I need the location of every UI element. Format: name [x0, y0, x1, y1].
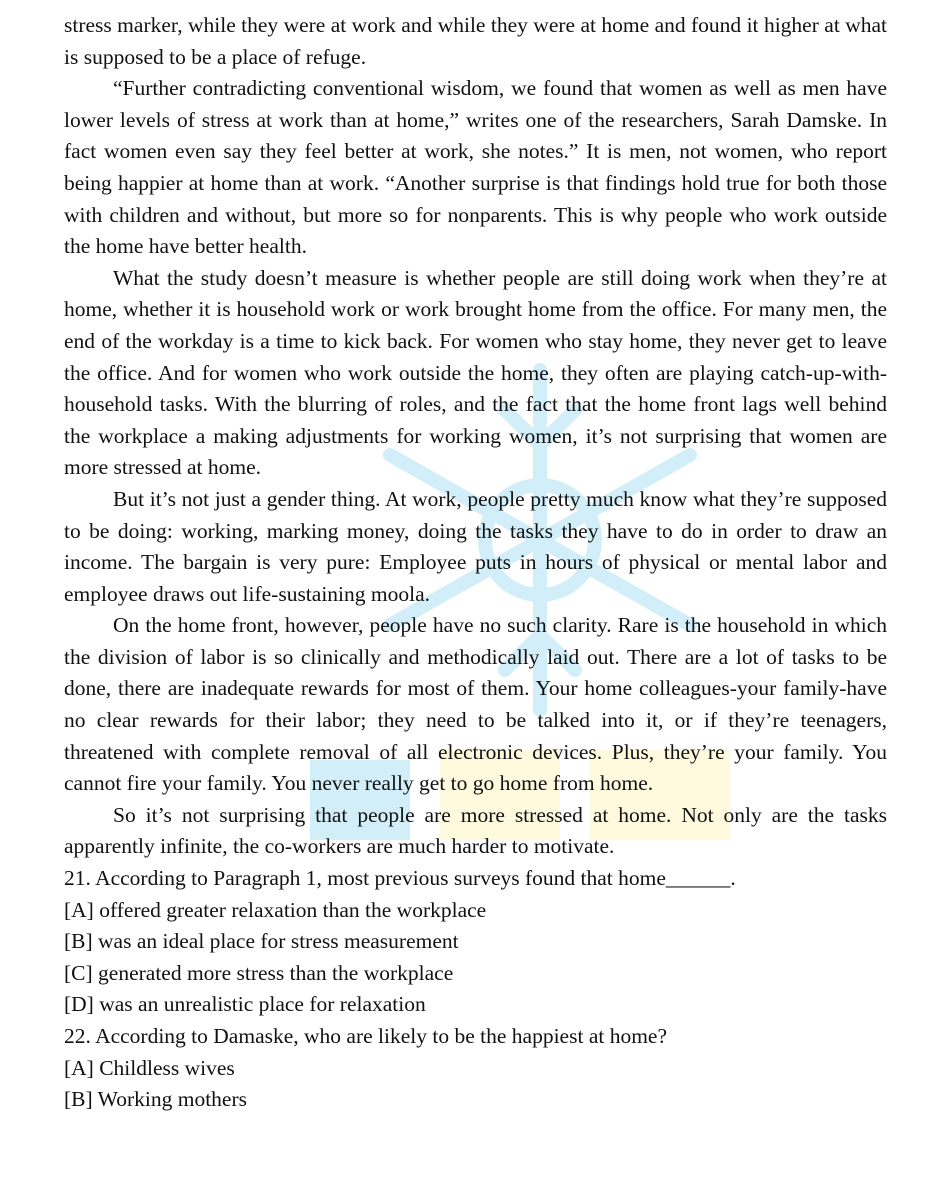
- question-21-option-c: [C] generated more stress than the workplace: [64, 960, 454, 985]
- paragraph-5: On the home front, however, people have no such clarity. Rare is the household in which the division of labor is so clinically and methodically laid out. There are a lot of tasks to be done, there are inadequate rewards for most of them. Your home colleagues-your family-have no clear rewards for their labor; they need to be talked into it, or if they’re teenagers, threatened with complete removal of all electronic devices. Plus, they’re your family. You cannot fire your family. You never really get to go home from home.: [64, 613, 887, 796]
- paragraph-6: So it’s not surprising that people are more stressed at home. Not only are the tasks apparently infinite, the co-workers are much harder to motivate.: [64, 802, 887, 859]
- question-21-stem: 21. According to Paragraph 1, most previous surveys found that home______.: [64, 866, 736, 891]
- paragraph-4: But it’s not just a gender thing. At work, people pretty much know what they’re supposed to be doing: working, marking money, doing the tasks they have to do in order to draw an income. The bargain is very pure: Employee puts in hours of physical or mental labor and employee draws out life-sustaining moola.: [64, 486, 887, 606]
- paragraph-1: stress marker, while they were at work and while they were at home and found it higher at what is supposed to be a place of refuge.: [64, 13, 887, 69]
- question-21-option-d: [D] was an unrealistic place for relaxation: [64, 992, 426, 1017]
- question-22-option-b: [B] Working mothers: [64, 1087, 247, 1112]
- question-22-stem: 22. According to Damaske, who are likely to be the happiest at home?: [64, 1024, 668, 1048]
- paragraph-2: “Further contradicting conventional wisdom, we found that women as well as men have lower levels of stress at work than at home,” writes one of the researchers, Sarah Damske. In fact women even say they feel better at work, she notes.” It is men, not women, who report being happier at home than at work. “Another surprise is that findings hold true for both those with children and without, but more so for nonparents. This is why people who work outside the home have better health.: [64, 76, 887, 259]
- paragraph-3: What the study doesn’t measure is whether people are still doing work when they’re at home, whether it is household work or work brought home from the office. For many men, the end of the workday is a time to kick back. For women who stay home, they never get to leave the office. And for women who work outside the home, they often are playing catch-up-with-household tasks. With the blurring of roles, and the fact that the home front lags well behind the workplace a making adjustments for working women, it’s not surprising that women are more stressed at home.: [64, 265, 887, 480]
- question-22-option-a: [A] Childless wives: [64, 1055, 235, 1080]
- question-21-option-b: [B] was an ideal place for stress measurement: [64, 929, 459, 954]
- question-21-option-a: [A] offered greater relaxation than the workplace: [64, 897, 487, 922]
- document-page: [64, 10, 887, 1116]
